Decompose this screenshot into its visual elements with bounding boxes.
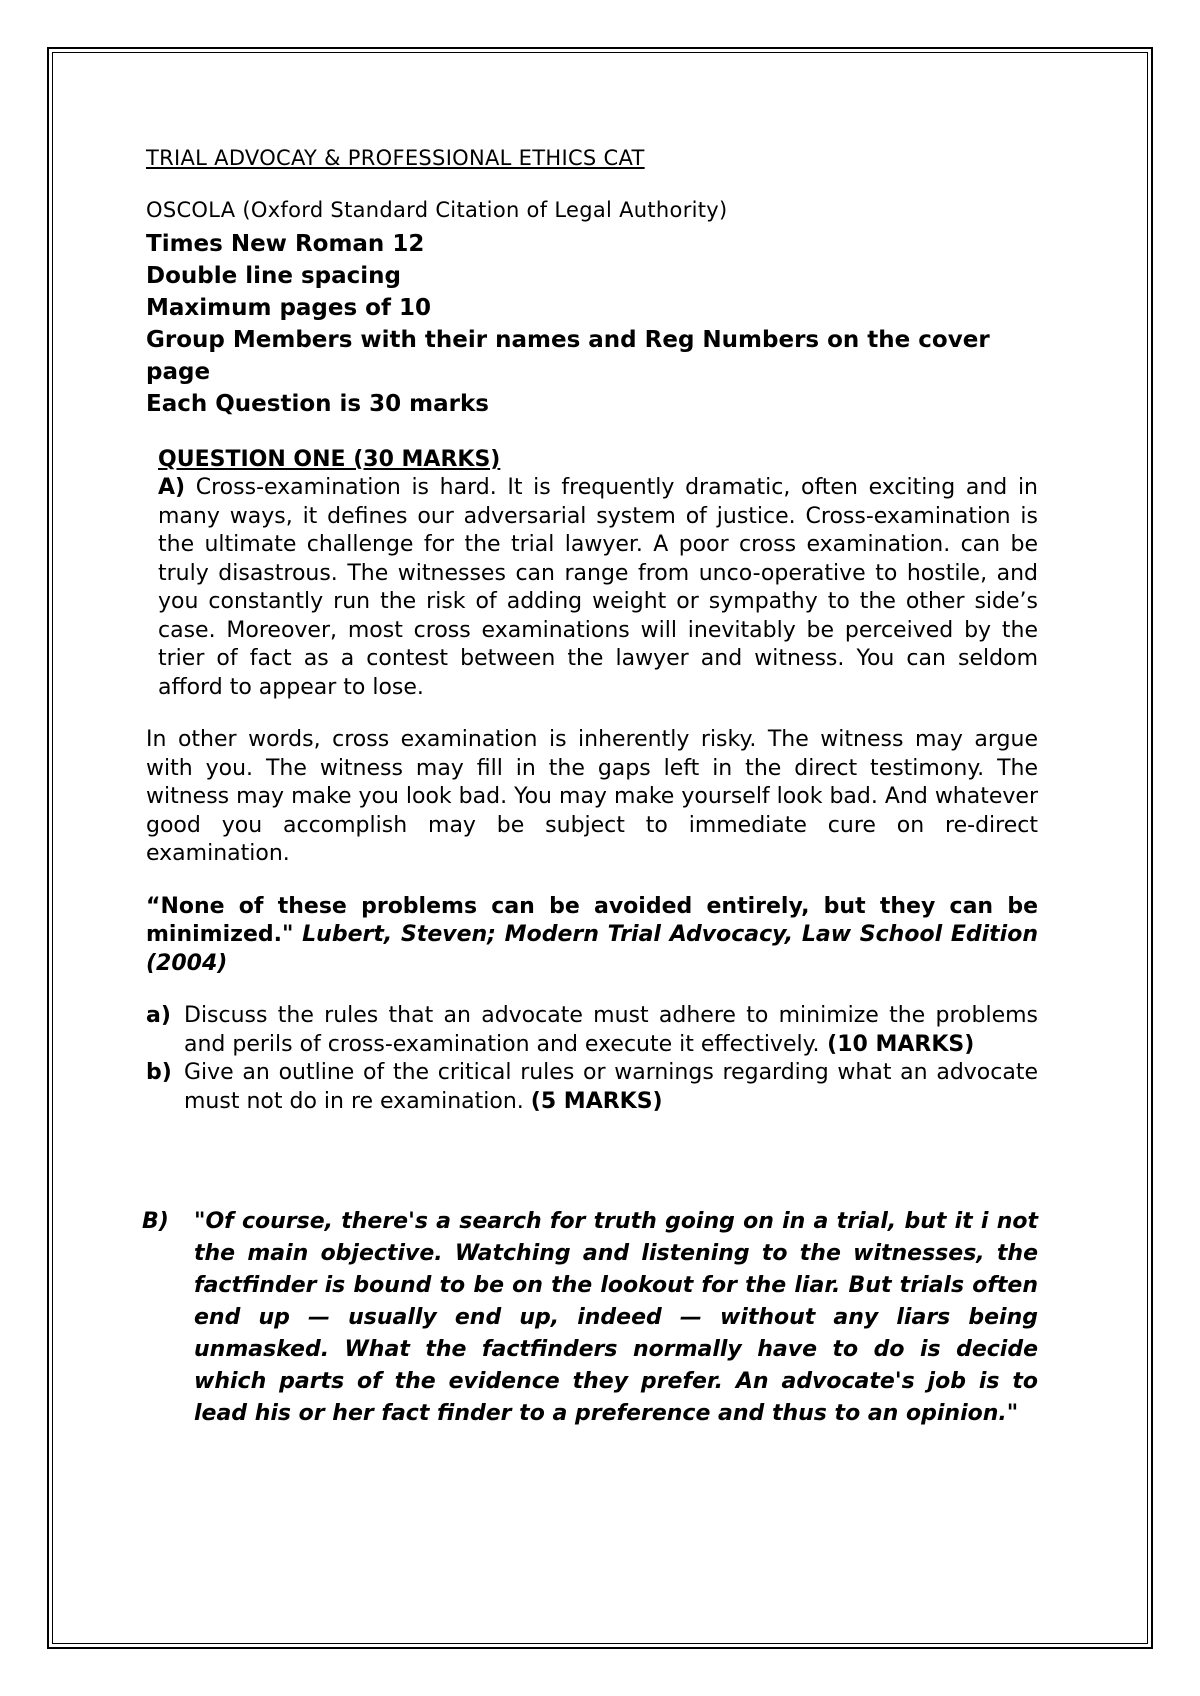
requirement-spacing: Double line spacing	[146, 263, 401, 289]
sub-question-b-text: Give an outline of the critical rules or warnings regarding what an advocate must not do in re examination.	[184, 1060, 1038, 1114]
document-title: TRIAL ADVOCAY & PROFESSIONAL ETHICS CAT	[146, 146, 645, 170]
part-a-label: A)	[158, 475, 186, 500]
paragraph-cross-exam-risk: In other words, cross examination is inherently risky. The witness may argue with you. The witness may fill in the gaps left in the direct testimony. The witness may make you look bad. You may make yourself look bad. And whatever good you accomplish may be subject to immediate cure on re-direct examination.	[146, 727, 1038, 866]
part-a-text: Cross-examination is hard. It is frequently dramatic, often exciting and in many ways, it defines our adversarial system of justice. Cross-examination is the ultimate challenge for the trial lawyer. A poor cross examination. can be truly disastrous. The witnesses can range from unco-operative to hostile, and you constantly run the risk of adding weight or sympathy to the other side’s case. Moreover, most cross examinations will inevitably be perceived by the trier of fact as a contest between the lawyer and witness. You can seldom afford to appear to lose.	[158, 475, 1038, 700]
question-one-part-b	[142, 1206, 1038, 1430]
citation-style-note: OSCOLA (Oxford Standard Citation of Legal Authority)	[146, 198, 728, 222]
sub-question-b-marks: (5 MARKS)	[530, 1088, 663, 1114]
requirement-pages: Maximum pages of 10	[146, 295, 432, 321]
requirement-cover-page: Group Members with their names and Reg Numbers on the cover page	[146, 327, 990, 385]
sub-question-a	[146, 1002, 1038, 1059]
question-one-heading: QUESTION ONE (30 MARKS)	[158, 447, 501, 472]
question-one-part-a	[158, 474, 1038, 702]
sub-question-b-body	[184, 1059, 1038, 1116]
requirement-marks: Each Question is 30 marks	[146, 391, 489, 417]
sub-question-a-marks: (10 MARKS)	[819, 1031, 975, 1057]
quote-text: “None of these problems can be avoided entirely, but they can be minimized."	[146, 893, 1038, 947]
sub-question-a-text: Discuss the rules that an advocate must adhere to minimize the problems and perils of cross-examination and execute it effectively.	[184, 1003, 1038, 1057]
formatting-requirements	[146, 228, 1038, 420]
lubert-quote	[146, 893, 1038, 979]
part-b-label: B)	[142, 1209, 169, 1234]
requirement-font: Times New Roman 12	[146, 231, 425, 257]
sub-question-a-label: a)	[146, 1003, 171, 1028]
document-content	[142, 146, 1038, 1430]
part-b-text: "Of course, there's a search for truth going on in a trial, but it i not the main objective. Watching and listening to the witnesses, the factfinder is bound to be on the lookout for the liar. But trials often end up — usually end up, indeed — without any liars being unmasked. What the factfinders normally have to do is decide which parts of the evidence they prefer. An advocate's job is to lead his or her fact finder to a preference and thus to an opinion."	[194, 1209, 1038, 1426]
sub-question-b	[146, 1059, 1038, 1116]
sub-question-b-label: b)	[146, 1060, 172, 1085]
quote-citation: Lubert, Steven; Modern Trial Advocacy, Law School Edition (2004)	[146, 922, 1038, 976]
sub-question-a-body	[184, 1002, 1038, 1059]
